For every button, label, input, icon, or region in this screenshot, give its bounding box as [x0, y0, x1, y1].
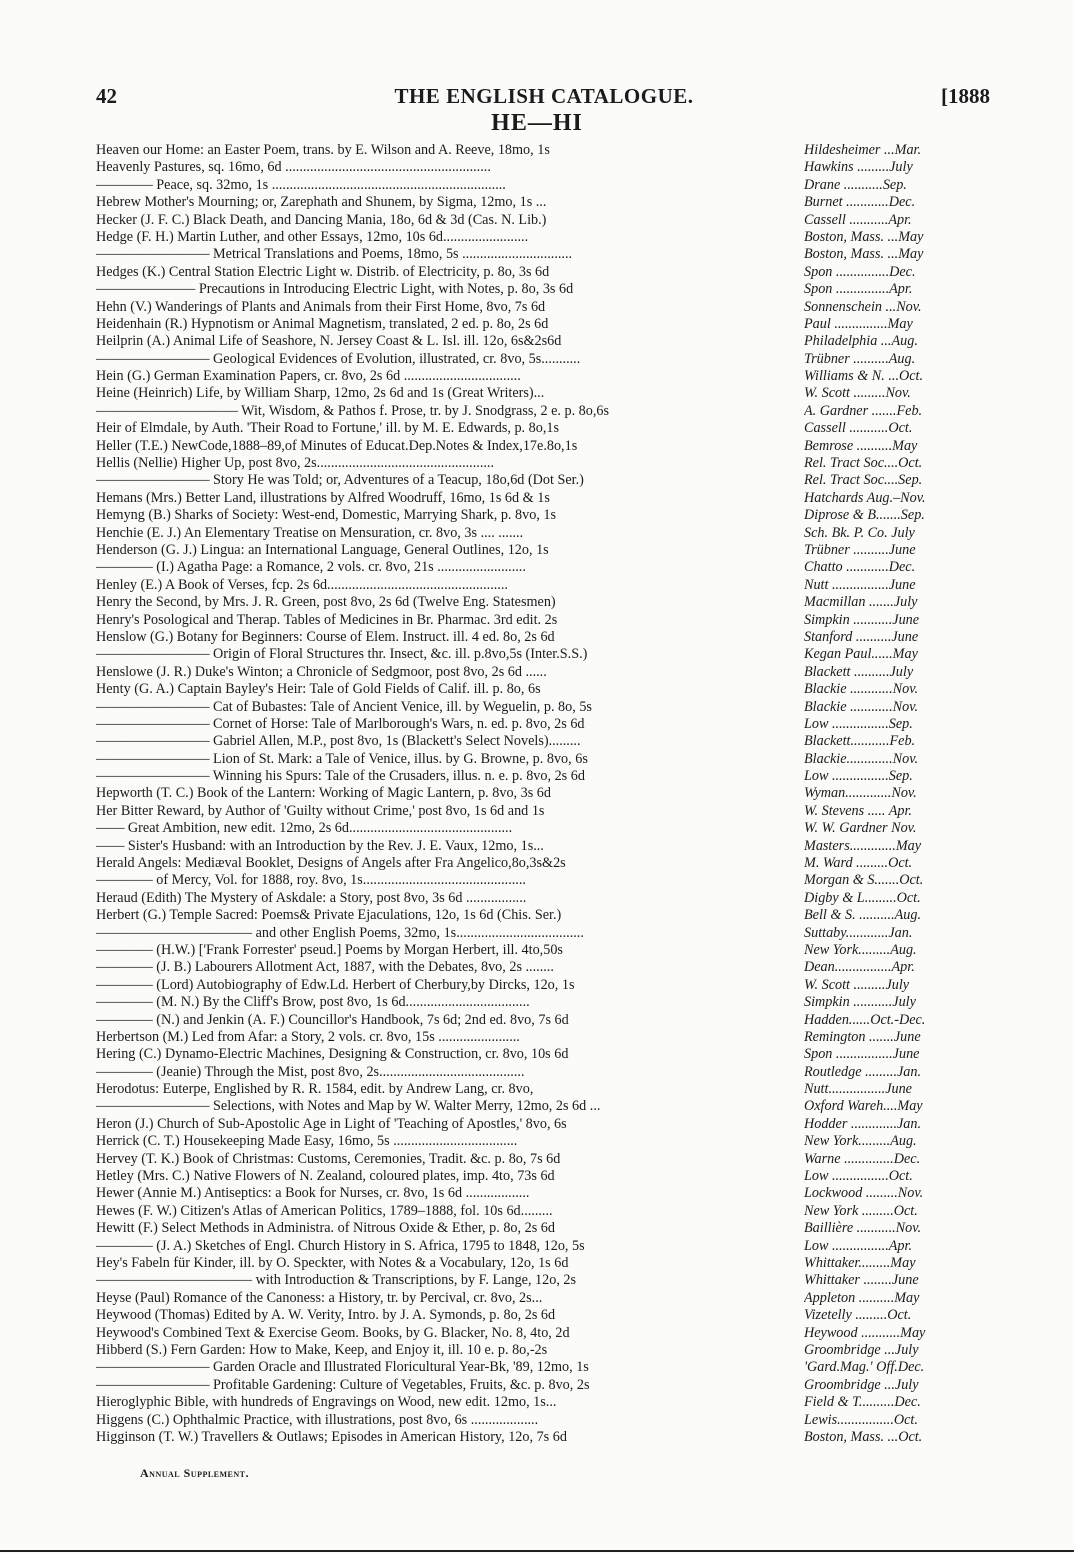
entry-publisher-date: Boston, Mass. ...May — [804, 228, 924, 245]
entry-publisher-date: Blackie ............Nov. — [804, 698, 918, 715]
catalogue-entry — [96, 1255, 992, 1272]
catalogue-entry — [96, 194, 992, 211]
entry-publisher-date: Chatto ............Dec. — [804, 559, 916, 576]
catalogue-entry — [96, 142, 992, 159]
entry-publisher-date: Low ................Oct. — [804, 1168, 913, 1185]
entry-title: Hellis (Nellie) Higher Up, post 8vo, 2s.................................................. — [96, 455, 495, 472]
entry-title: Heaven our Home: an Easter Poem, trans. by E. Wilson and A. Reeve, 18mo, 1s — [96, 142, 550, 158]
entry-title: Heidenhain (R.) Hypnotism or Animal Magnetism, translated, 2 ed. p. 8o, 2s 6d — [96, 315, 549, 332]
catalogue-entry — [96, 299, 992, 316]
entry-title: Heavenly Pastures, sq. 16mo, 6d .......................................................... — [96, 159, 491, 176]
catalogue-entry — [96, 264, 992, 281]
entry-title: —————————— Wit, Wisdom, & Pathos f. Prose, tr. by J. Snodgrass, 2 e. p. 8o,6s — [96, 402, 610, 419]
entry-title: ———————— Cornet of Horse: Tale of Marlborough's Wars, n. ed. p. 8vo, 2s 6d — [96, 715, 585, 732]
entry-title: Higgens (C.) Ophthalmic Practice, with illustrations, post 8vo, 6s ................... — [96, 1411, 539, 1428]
entry-title: ———————— Geological Evidences of Evolution, illustrated, cr. 8vo, 5s........... — [96, 350, 581, 367]
entry-title: ———— (Jeanie) Through the Mist, post 8vo, 2s......................................... — [96, 1063, 525, 1080]
entry-publisher-date: W. Scott .........Nov. — [804, 385, 911, 402]
catalogue-entry — [96, 803, 992, 820]
entry-publisher-date: Low ................Sep. — [804, 768, 913, 785]
entry-publisher-date: Hawkins .........July — [804, 159, 913, 176]
entry-title: Henley (E.) A Book of Verses, fcp. 2s 6d................................................... — [96, 576, 508, 593]
entry-publisher-date: Blackie ............Nov. — [804, 681, 918, 698]
entry-title: Henderson (G. J.) Lingua: an International Language, General Outlines, 12o, 1s — [96, 541, 549, 558]
catalogue-entry — [96, 368, 992, 385]
catalogue-entry — [96, 1168, 992, 1185]
entry-publisher-date: Spon ...............Apr. — [804, 281, 913, 298]
entry-title: Higginson (T. W.) Travellers & Outlaws; Episodes in American History, 12o, 7s 6d — [96, 1428, 567, 1445]
catalogue-entry — [96, 507, 992, 524]
catalogue-entry — [96, 1029, 992, 1046]
catalogue-entry — [96, 316, 992, 333]
entry-publisher-date: M. Ward .........Oct. — [804, 855, 913, 872]
entry-title: ———————— Winning his Spurs: Tale of the Crusaders, illus. n. e. p. 8vo, 2s 6d — [96, 768, 585, 785]
catalogue-entry — [96, 455, 992, 472]
entry-title: Hieroglyphic Bible, with hundreds of Engravings on Wood, new edit. 12mo, 1s... — [96, 1394, 557, 1411]
entry-title: Herrick (C. T.) Housekeeping Made Easy, 16mo, 5s ................................... — [96, 1133, 518, 1150]
entry-title: ———————— Garden Oracle and Illustrated Floricultural Year-Bk, '89, 12mo, 1s — [96, 1359, 589, 1376]
entry-publisher-date: Kegan Paul......May — [804, 646, 918, 663]
entry-publisher-date: New York.........Aug. — [804, 1133, 917, 1150]
entry-publisher-date: Boston, Mass. ...Oct. — [804, 1428, 923, 1445]
entry-title: Herbertson (M.) Led from Afar: a Story, 2 vols. cr. 8vo, 15s ....................... — [96, 1028, 520, 1045]
entry-publisher-date: Cassell ...........Apr. — [804, 211, 912, 228]
entry-title: ———————— Lion of St. Mark: a Tale of Venice, illus. by G. Browne, p. 8vo, 6s — [96, 750, 588, 767]
catalogue-entry — [96, 333, 992, 350]
catalogue-entry — [96, 838, 992, 855]
entry-publisher-date: Bell & S. ..........Aug. — [804, 907, 922, 924]
catalogue-entry — [96, 1325, 992, 1342]
entry-publisher-date: Warne ..............Dec. — [804, 1150, 921, 1167]
entry-publisher-date: W. Scott .........July — [804, 976, 910, 993]
entry-title: ———— (M. N.) By the Cliff's Brow, post 8vo, 1s 6d................................... — [96, 994, 530, 1011]
entry-publisher-date: Routledge .........Jan. — [804, 1063, 922, 1080]
catalogue-entry — [96, 229, 992, 246]
catalogue-entry — [96, 351, 992, 368]
entry-title: Hein (G.) German Examination Papers, cr. 8vo, 2s 6d ................................. — [96, 368, 521, 385]
entry-publisher-date: Boston, Mass. ...May — [804, 246, 924, 263]
entry-publisher-date: Groombridge ...July — [804, 1376, 919, 1393]
entry-publisher-date: New York .........Oct. — [804, 1202, 918, 1219]
section-heading: HE—HI — [491, 110, 583, 136]
entry-title: Her Bitter Reward, by Author of 'Guilty without Crime,' post 8vo, 1s 6d and 1s — [96, 802, 545, 819]
entry-title: Heine (Heinrich) Life, by William Sharp, 12mo, 2s 6d and 1s (Great Writers)... — [96, 385, 545, 402]
entry-publisher-date: Low ................Apr. — [804, 1237, 912, 1254]
entry-publisher-date: Spon ................June — [804, 1046, 920, 1063]
entry-title: ———————— Profitable Gardening: Culture of Vegetables, Fruits, &c. p. 8vo, 2s — [96, 1376, 590, 1393]
entry-publisher-date: Philadelphia ...Aug. — [804, 333, 918, 350]
catalogue-entry — [96, 994, 992, 1011]
running-header — [96, 84, 992, 112]
entry-title: Hemyng (B.) Sharks of Society: West-end, Domestic, Marrying Shark, p. 8vo, 1s — [96, 507, 557, 524]
entry-title: Heir of Elmdale, by Auth. 'Their Road to Fortune,' ill. by M. E. Edwards, p. 8o,1s — [96, 420, 559, 437]
entry-publisher-date: Simpkin ...........June — [804, 611, 920, 628]
entry-publisher-date: A. Gardner .......Feb. — [804, 402, 923, 419]
catalogue-entry — [96, 785, 992, 802]
entry-publisher-date: Low ................Sep. — [804, 715, 913, 732]
catalogue-entry — [96, 542, 992, 559]
entry-publisher-date: Nutt................June — [804, 1081, 912, 1098]
entry-publisher-date: Sch. Bk. P. Co. July — [804, 524, 915, 541]
entry-publisher-date: Blackett...........Feb. — [804, 733, 916, 750]
entry-title: ———— (I.) Agatha Page: a Romance, 2 vols. cr. 8vo, 21s ......................... — [96, 559, 526, 576]
entry-publisher-date: Rel. Tract Soc....Sep. — [804, 472, 923, 489]
entry-publisher-date: W. Stevens ..... Apr. — [804, 802, 912, 819]
entry-title: ———— (J. A.) Sketches of Engl. Church History in S. Africa, 1795 to 1848, 12o, 5s — [96, 1237, 585, 1254]
entry-title: Hecker (J. F. C.) Black Death, and Dancing Mania, 18o, 6d & 3d (Cas. N. Lib.) — [96, 211, 547, 228]
entry-title: Hewitt (F.) Select Methods in Administra. of Nitrous Oxide & Ether, p. 8o, 2s 6d — [96, 1220, 555, 1237]
catalogue-entry — [96, 664, 992, 681]
catalogue-entry — [96, 1272, 992, 1289]
catalogue-entry — [96, 177, 992, 194]
catalogue-entry — [96, 1012, 992, 1029]
page-number: 42 — [96, 84, 117, 108]
entry-title: ———— (H.W.) ['Frank Forrester' pseud.] Poems by Morgan Herbert, ill. 4to,50s — [96, 941, 563, 958]
entry-publisher-date: Lockwood .........Nov. — [804, 1185, 924, 1202]
entry-title: ———— Peace, sq. 32mo, 1s .................................................................. — [96, 176, 506, 193]
entry-title: Henslow (G.) Botany for Beginners: Course of Elem. Instruct. ill. 4 ed. 8o, 2s 6d — [96, 628, 555, 645]
entry-title: ———————— Metrical Translations and Poems, 18mo, 5s ............................... — [96, 246, 573, 263]
catalogue-entry — [96, 1151, 992, 1168]
entry-title: Heyse (Paul) Romance of the Canoness: a History, tr. by Percival, cr. 8vo, 2s... — [96, 1289, 543, 1306]
entry-publisher-date: Hadden......Oct.-Dec. — [804, 1011, 926, 1028]
catalogue-entry — [96, 1307, 992, 1324]
entry-title: Heller (T.E.) NewCode,1888–89,of Minutes of Educat.Dep.Notes & Index,17e.8o,1s — [96, 437, 578, 454]
catalogue-entry — [96, 1064, 992, 1081]
entry-publisher-date: Trübner ..........Aug. — [804, 350, 916, 367]
catalogue-entry — [96, 681, 992, 698]
entry-title: Hepworth (T. C.) Book of the Lantern: Working of Magic Lantern, p. 8vo, 3s 6d — [96, 785, 551, 802]
catalogue-entry — [96, 907, 992, 924]
entry-title: Hervey (T. K.) Book of Christmas: Customs, Ceremonies, Tradit. &c. p. 8o, 7s 6d — [96, 1150, 561, 1167]
entry-title: ——————— Precautions in Introducing Electric Light, with Notes, p. 8o, 3s 6d — [96, 281, 574, 298]
catalogue-entry — [96, 1185, 992, 1202]
catalogue-entry — [96, 612, 992, 629]
entry-publisher-date: Paul ...............May — [804, 315, 913, 332]
entry-publisher-date: Blackie.............Nov. — [804, 750, 918, 767]
catalogue-entry — [96, 977, 992, 994]
entry-publisher-date: Baillière ...........Nov. — [804, 1220, 922, 1237]
entry-publisher-date: Suttaby............Jan. — [804, 924, 913, 941]
catalogue-entry — [96, 420, 992, 437]
entry-publisher-date: Hatchards Aug.–Nov. — [804, 489, 926, 506]
catalogue-entry — [96, 942, 992, 959]
entry-title: Hibberd (S.) Fern Garden: How to Make, Keep, and Enjoy it, ill. 10 e. p. 8o,-2s — [96, 1341, 548, 1358]
entry-title: Hedges (K.) Central Station Electric Light w. Distrib. of Electricity, p. 8o, 3s 6d — [96, 263, 550, 280]
entry-title: Heywood's Combined Text & Exercise Geom. Books, by G. Blacker, No. 8, 4to, 2d — [96, 1324, 570, 1341]
entry-title: Henslowe (J. R.) Duke's Winton; a Chronicle of Sedgmoor, post 8vo, 2s 6d ...... — [96, 663, 547, 680]
catalogue-entry — [96, 1220, 992, 1237]
entry-publisher-date: Hildesheimer ...Mar. — [804, 142, 922, 158]
catalogue-entry — [96, 246, 992, 263]
bottom-rule — [0, 1550, 1074, 1552]
entry-publisher-date: Williams & N. ...Oct. — [804, 368, 924, 385]
entry-publisher-date: Cassell ...........Oct. — [804, 420, 913, 437]
entry-title: Hemans (Mrs.) Better Land, illustrations by Alfred Woodruff, 16mo, 1s 6d & 1s — [96, 489, 550, 506]
entry-publisher-date: W. W. Gardner Nov. — [804, 820, 917, 837]
entry-title: Hewes (F. W.) Citizen's Atlas of American Politics, 1789–1888, fol. 10s 6d......... — [96, 1202, 553, 1219]
entry-title: Herodotus: Euterpe, Englished by R. R. 1584, edit. by Andrew Lang, cr. 8vo, — [96, 1081, 534, 1098]
entry-publisher-date: Groombridge ...July — [804, 1341, 919, 1358]
entry-title: ———— (J. B.) Labourers Allotment Act, 1887, with the Debates, 8vo, 2s ........ — [96, 959, 554, 976]
catalogue-entry — [96, 751, 992, 768]
entry-title: ——————————— and other English Poems, 32mo, 1s.................................... — [96, 924, 584, 941]
entry-publisher-date: Appleton ..........May — [804, 1289, 920, 1306]
entry-publisher-date: Blackett ..........July — [804, 663, 914, 680]
catalogue-entry — [96, 1394, 992, 1411]
catalogue-entry — [96, 716, 992, 733]
entry-publisher-date: Remington .......June — [804, 1028, 921, 1045]
entry-title: Hetley (Mrs. C.) Native Flowers of N. Zealand, coloured plates, imp. 4to, 73s 6d — [96, 1168, 555, 1185]
catalogue-entry — [96, 733, 992, 750]
entry-title: —— Sister's Husband: with an Introduction by the Rev. J. E. Vaux, 12mo, 1s... — [96, 837, 544, 854]
catalogue-entry — [96, 1377, 992, 1394]
entry-publisher-date: Simpkin ...........July — [804, 994, 916, 1011]
entry-publisher-date: Trübner ..........June — [804, 541, 916, 558]
running-title: THE ENGLISH CATALOGUE. — [394, 84, 694, 108]
entry-publisher-date: Nutt ................June — [804, 576, 916, 593]
entry-publisher-date: Diprose & B.......Sep. — [804, 507, 925, 524]
catalogue-entry — [96, 646, 992, 663]
catalogue-entry — [96, 212, 992, 229]
entry-title: Henry the Second, by Mrs. J. R. Green, post 8vo, 2s 6d (Twelve Eng. Statesmen) — [96, 594, 556, 611]
catalogue-entry — [96, 1342, 992, 1359]
catalogue-entry — [96, 699, 992, 716]
entry-publisher-date: Macmillan .......July — [804, 594, 918, 611]
entry-title: Hering (C.) Dynamo-Electric Machines, Designing & Construction, cr. 8vo, 10s 6d — [96, 1046, 569, 1063]
entry-publisher-date: Spon ...............Dec. — [804, 263, 916, 280]
catalogue-entry — [96, 281, 992, 298]
entry-publisher-date: Rel. Tract Soc....Oct. — [804, 455, 923, 472]
catalogue-entry — [96, 1359, 992, 1376]
catalogue-entry — [96, 959, 992, 976]
catalogue-entry — [96, 890, 992, 907]
catalogue-entry — [96, 1238, 992, 1255]
entry-title: ———————— Cat of Bubastes: Tale of Ancient Venice, ill. by Weguelin, p. 8o, 5s — [96, 698, 592, 715]
catalogue-entry — [96, 472, 992, 489]
catalogue-entry — [96, 1429, 992, 1446]
entry-publisher-date: Stanford ..........June — [804, 628, 919, 645]
catalogue-entry — [96, 1290, 992, 1307]
entry-publisher-date: Field & T..........Dec. — [804, 1394, 921, 1411]
catalogue-entry — [96, 629, 992, 646]
catalogue-entry — [96, 820, 992, 837]
entry-title: ———— (Lord) Autobiography of Edw.Ld. Herbert of Cherbury,by Dircks, 12o, 1s — [96, 976, 575, 993]
entry-title: Heron (J.) Church of Sub-Apostolic Age in Light of 'Teaching of Apostles,' 8vo, 6s — [96, 1115, 567, 1132]
entry-title: Herald Angels: Mediæval Booklet, Designs of Angels after Fra Angelico,8o,3s&2s — [96, 855, 566, 872]
catalogue-entry — [96, 403, 992, 420]
catalogue-entry — [96, 855, 992, 872]
entry-publisher-date: Heywood ...........May — [804, 1324, 926, 1341]
entry-title: ——————————— with Introduction & Transcriptions, by F. Lange, 12o, 2s — [96, 1272, 577, 1289]
entry-title: ———————— Selections, with Notes and Map by W. Walter Merry, 12mo, 2s 6d ... — [96, 1098, 601, 1115]
entry-title: Henchie (E. J.) An Elementary Treatise on Mensuration, cr. 8vo, 3s .... ....... — [96, 524, 524, 541]
catalogue-entry — [96, 594, 992, 611]
entry-publisher-date: 'Gard.Mag.' Off.Dec. — [804, 1359, 925, 1376]
entry-title: Heilprin (A.) Animal Life of Seashore, N. Jersey Coast & L. Isl. ill. 12o, 6s&2s6d — [96, 333, 562, 350]
entry-title: ———— (N.) and Jenkin (A. F.) Councillor's Handbook, 7s 6d; 2nd ed. 8vo, 7s 6d — [96, 1011, 569, 1028]
catalogue-entry — [96, 1203, 992, 1220]
entry-title: —— Great Ambition, new edit. 12mo, 2s 6d.............................................. — [96, 820, 513, 837]
entry-title: ———— of Mercy, Vol. for 1888, roy. 8vo, 1s.............................................. — [96, 872, 526, 889]
entry-publisher-date: Vizetelly .........Oct. — [804, 1307, 912, 1324]
entry-title: Heraud (Edith) The Mystery of Askdale: a Story, post 8vo, 3s 6d ................. — [96, 889, 527, 906]
catalogue-entry — [96, 1133, 992, 1150]
entry-publisher-date: Sonnenschein ...Nov. — [804, 298, 922, 315]
entry-title: ———————— Story He was Told; or, Adventures of a Teacup, 18o,6d (Dot Ser.) — [96, 472, 584, 489]
entry-publisher-date: New York.........Aug. — [804, 941, 917, 958]
entry-title: Hebrew Mother's Mourning; or, Zarephath and Shunem, by Sigma, 12mo, 1s ... — [96, 194, 547, 211]
entry-title: Hey's Fabeln für Kinder, ill. by O. Speckter, with Notes & a Vocabulary, 12o, 1s 6d — [96, 1255, 569, 1271]
entry-title: Hewer (Annie M.) Antiseptics: a Book for Nurses, cr. 8vo, 1s 6d .................. — [96, 1185, 530, 1202]
entry-title: Hedge (F. H.) Martin Luther, and other Essays, 12mo, 10s 6d........................ — [96, 228, 529, 245]
entry-title: Hehn (V.) Wanderings of Plants and Animals from their First Home, 8vo, 7s 6d — [96, 298, 546, 315]
entry-title: Henty (G. A.) Captain Bayley's Heir: Tale of Gold Fields of Calif. ill. p. 8o, 6s — [96, 681, 541, 698]
catalogue-entry — [96, 1046, 992, 1063]
entry-title: ———————— Gabriel Allen, M.P., post 8vo, 1s (Blackett's Select Novels)......... — [96, 733, 581, 750]
entry-publisher-date: Digby & L.........Oct. — [804, 889, 921, 906]
entry-title: Henry's Posological and Therap. Tables of Medicines in Br. Pharmac. 3rd edit. 2s — [96, 611, 558, 628]
catalogue-entry — [96, 577, 992, 594]
entry-publisher-date: Dean................Apr. — [804, 959, 915, 976]
footer-note: Annual Supplement. — [140, 1466, 250, 1480]
catalogue-entry — [96, 438, 992, 455]
entry-publisher-date: Burnet ............Dec. — [804, 194, 916, 211]
entry-title: Herbert (G.) Temple Sacred: Poems& Private Ejaculations, 12o, 1s 6d (Chis. Ser.) — [96, 907, 562, 924]
catalogue-entry — [96, 559, 992, 576]
entry-publisher-date: Morgan & S.......Oct. — [804, 872, 924, 889]
entry-publisher-date: Lewis................Oct. — [804, 1411, 918, 1428]
catalogue-entry — [96, 385, 992, 402]
entry-publisher-date: Masters.............May — [804, 837, 922, 854]
catalogue-entry — [96, 1116, 992, 1133]
catalogue-entry — [96, 925, 992, 942]
entry-publisher-date: Whittaker.........May — [804, 1255, 916, 1271]
entry-publisher-date: Whittaker ........June — [804, 1272, 919, 1289]
catalogue-entry — [96, 525, 992, 542]
catalogue-entry — [96, 872, 992, 889]
catalogue-entry — [96, 1081, 992, 1098]
entry-publisher-date: Wyman.............Nov. — [804, 785, 917, 802]
entry-title: ———————— Origin of Floral Structures thr. Insect, &c. ill. p.8vo,5s (Inter.S.S.) — [96, 646, 588, 663]
catalogue-entry — [96, 1412, 992, 1429]
entry-publisher-date: Oxford Wareh....May — [804, 1098, 923, 1115]
entry-publisher-date: Hodder .............Jan. — [804, 1115, 922, 1132]
catalogue-entry — [96, 768, 992, 785]
catalogue-entry — [96, 1098, 992, 1115]
entry-title: Heywood (Thomas) Edited by A. W. Verity, Intro. by J. A. Symonds, p. 8o, 2s 6d — [96, 1307, 556, 1324]
year-marker: [1888 — [941, 84, 990, 108]
catalogue-entry-list — [96, 142, 992, 1446]
entry-publisher-date: Bemrose ..........May — [804, 437, 918, 454]
catalogue-entry — [96, 159, 992, 176]
catalogue-entry — [96, 490, 992, 507]
entry-publisher-date: Drane ...........Sep. — [804, 176, 907, 193]
